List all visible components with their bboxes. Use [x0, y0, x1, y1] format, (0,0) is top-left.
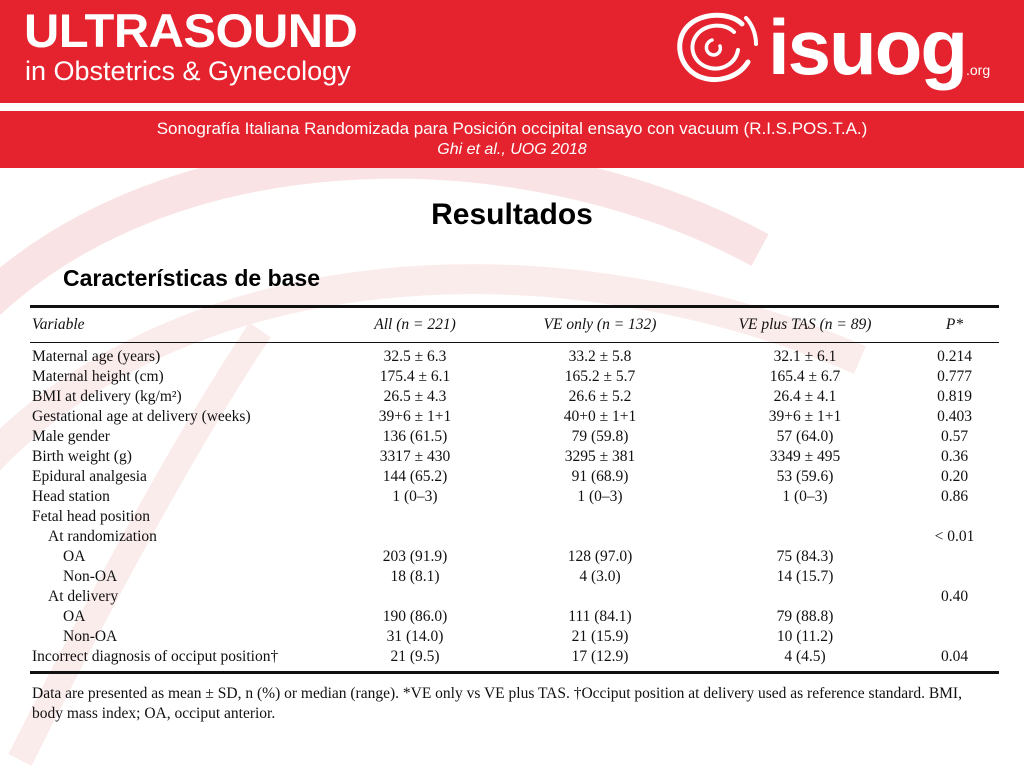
cell-ve-plus-tas: 53 (59.6): [776, 468, 834, 485]
col-header-ve-plus-tas: VE plus TAS (n = 89): [738, 316, 872, 333]
cell-ve-only: 3295 ± 381: [564, 448, 636, 465]
cell-ve-plus-tas: 32.1 ± 6.1: [773, 348, 837, 365]
table-row: [30, 627, 999, 647]
cell-variable: OA: [63, 608, 86, 625]
cell-variable: Epidural analgesia: [32, 468, 147, 485]
cell-ve-only: 111 (84.1): [568, 608, 632, 625]
cell-variable: Head station: [32, 488, 110, 505]
table-row: [30, 487, 999, 507]
cell-ve-plus-tas: 14 (15.7): [776, 568, 834, 585]
cell-p: 0.04: [940, 648, 969, 665]
cell-all: 175.4 ± 6.1: [379, 368, 451, 385]
isuog-logo-text: isuog: [768, 3, 966, 91]
cell-ve-only: 33.2 ± 5.8: [568, 348, 632, 365]
table-bottom-rule: [30, 671, 999, 674]
cell-all: 203 (91.9): [382, 548, 448, 565]
isuog-logo-tld: .org: [966, 62, 991, 78]
cell-p: [910, 507, 999, 527]
table-row: [30, 567, 999, 587]
journal-title: ULTRASOUND: [24, 4, 358, 57]
cell-all: 3317 ± 430: [379, 448, 451, 465]
isuog-emblem-icon: [672, 10, 760, 86]
cell-ve-plus-tas: 57 (64.0): [776, 428, 834, 445]
cell-ve-plus-tas: [700, 587, 910, 607]
table-row: [30, 427, 999, 447]
table-row: [30, 343, 999, 367]
table-row: [30, 547, 999, 567]
section-subtitle: Características de base: [63, 265, 320, 291]
cell-ve-plus-tas: [700, 507, 910, 527]
cell-ve-plus-tas: 39+6 ± 1+1: [768, 408, 842, 425]
cell-p: 0.403: [937, 408, 972, 425]
baseline-characteristics-table: [30, 305, 999, 674]
table-footnote: Data are presented as mean ± SD, n (%) or median (range). *VE only vs VE plus TAS. †Occiput position at delivery used as reference standard. BMI, body mass index; OA, occiput anterior.: [32, 685, 962, 722]
cell-ve-plus-tas: 165.4 ± 6.7: [769, 368, 841, 385]
cell-ve-only: 26.6 ± 5.2: [568, 388, 632, 405]
table-row: [30, 447, 999, 467]
cell-all: 190 (86.0): [382, 608, 448, 625]
cell-ve-plus-tas: 4 (4.5): [784, 648, 826, 665]
cell-ve-only: 91 (68.9): [571, 468, 629, 485]
table-row: [30, 407, 999, 427]
cell-variable: Male gender: [32, 428, 110, 445]
cell-variable: Non-OA: [63, 628, 118, 645]
cell-all: [330, 587, 500, 607]
cell-p: [910, 627, 999, 647]
cell-all: 31 (14.0): [386, 628, 444, 645]
cell-all: 1 (0–3): [392, 488, 438, 505]
table-row: [30, 387, 999, 407]
cell-all: 32.5 ± 6.3: [383, 348, 447, 365]
col-header-variable: Variable: [32, 316, 85, 333]
cell-ve-plus-tas: 3349 ± 495: [769, 448, 841, 465]
cell-ve-plus-tas: [700, 527, 910, 547]
cell-all: 26.5 ± 4.3: [383, 388, 447, 405]
cell-p: 0.86: [940, 488, 969, 505]
cell-variable: Maternal age (years): [32, 348, 161, 365]
table-header-row: [30, 308, 999, 342]
table-row: [30, 527, 999, 547]
cell-all: [330, 507, 500, 527]
journal-header: [0, 0, 1024, 103]
cell-ve-plus-tas: 1 (0–3): [782, 488, 828, 505]
table-row: [30, 507, 999, 527]
cell-all: [330, 527, 500, 547]
cell-p: 0.214: [937, 348, 972, 365]
table-row: [30, 467, 999, 487]
cell-all: 18 (8.1): [390, 568, 440, 585]
study-citation: Ghi et al., UOG 2018: [437, 141, 587, 158]
cell-all: 136 (61.5): [382, 428, 448, 445]
cell-variable: Fetal head position: [32, 508, 150, 525]
cell-ve-plus-tas: 10 (11.2): [776, 628, 834, 645]
cell-all: 144 (65.2): [382, 468, 448, 485]
col-header-p: P*: [945, 316, 964, 333]
cell-p: < 0.01: [934, 528, 975, 545]
table-row: [30, 587, 999, 607]
cell-p: [910, 547, 999, 567]
cell-variable: Non-OA: [63, 568, 118, 585]
cell-ve-only: 128 (97.0): [567, 548, 633, 565]
cell-variable: At delivery: [48, 588, 119, 605]
cell-p: [910, 607, 999, 627]
table-row: [30, 607, 999, 627]
cell-ve-plus-tas: 79 (88.8): [776, 608, 834, 625]
cell-ve-only: [500, 587, 700, 607]
cell-p: 0.40: [940, 588, 969, 605]
col-header-all: All (n = 221): [374, 316, 456, 333]
journal-subtitle: in Obstetrics & Gynecology: [25, 56, 351, 86]
cell-variable: OA: [63, 548, 86, 565]
cell-ve-only: 4 (3.0): [579, 568, 621, 585]
cell-variable: Birth weight (g): [32, 448, 132, 465]
table-row: [30, 647, 999, 671]
cell-ve-only: [500, 527, 700, 547]
study-banner: [0, 111, 1024, 168]
cell-variable: BMI at delivery (kg/m²): [32, 388, 182, 405]
col-header-ve-only: VE only (n = 132): [543, 316, 657, 333]
cell-p: 0.36: [940, 448, 969, 465]
cell-p: 0.819: [937, 388, 972, 405]
cell-all: 21 (9.5): [390, 648, 440, 665]
cell-variable: Gestational age at delivery (weeks): [32, 408, 251, 425]
cell-ve-only: [500, 507, 700, 527]
cell-ve-plus-tas: 26.4 ± 4.1: [773, 388, 837, 405]
cell-p: 0.57: [940, 428, 969, 445]
page-title: Resultados: [431, 198, 593, 231]
cell-p: [910, 567, 999, 587]
cell-ve-only: 1 (0–3): [577, 488, 623, 505]
cell-ve-only: 79 (59.8): [571, 428, 629, 445]
cell-ve-only: 21 (15.9): [571, 628, 629, 645]
study-title: Sonografía Italiana Randomizada para Posición occipital ensayo con vacuum (R.I.S.POS.T.A.): [156, 119, 868, 138]
cell-p: 0.20: [940, 468, 969, 485]
cell-all: 39+6 ± 1+1: [378, 408, 452, 425]
cell-ve-only: 17 (12.9): [571, 648, 629, 665]
cell-variable: At randomization: [48, 528, 157, 545]
cell-ve-only: 165.2 ± 5.7: [564, 368, 636, 385]
cell-p: 0.777: [937, 368, 972, 385]
cell-ve-only: 40+0 ± 1+1: [563, 408, 637, 425]
cell-variable: Maternal height (cm): [32, 368, 164, 385]
cell-variable: Incorrect diagnosis of occiput position†: [32, 648, 279, 665]
cell-ve-plus-tas: 75 (84.3): [776, 548, 834, 565]
table-row: [30, 367, 999, 387]
